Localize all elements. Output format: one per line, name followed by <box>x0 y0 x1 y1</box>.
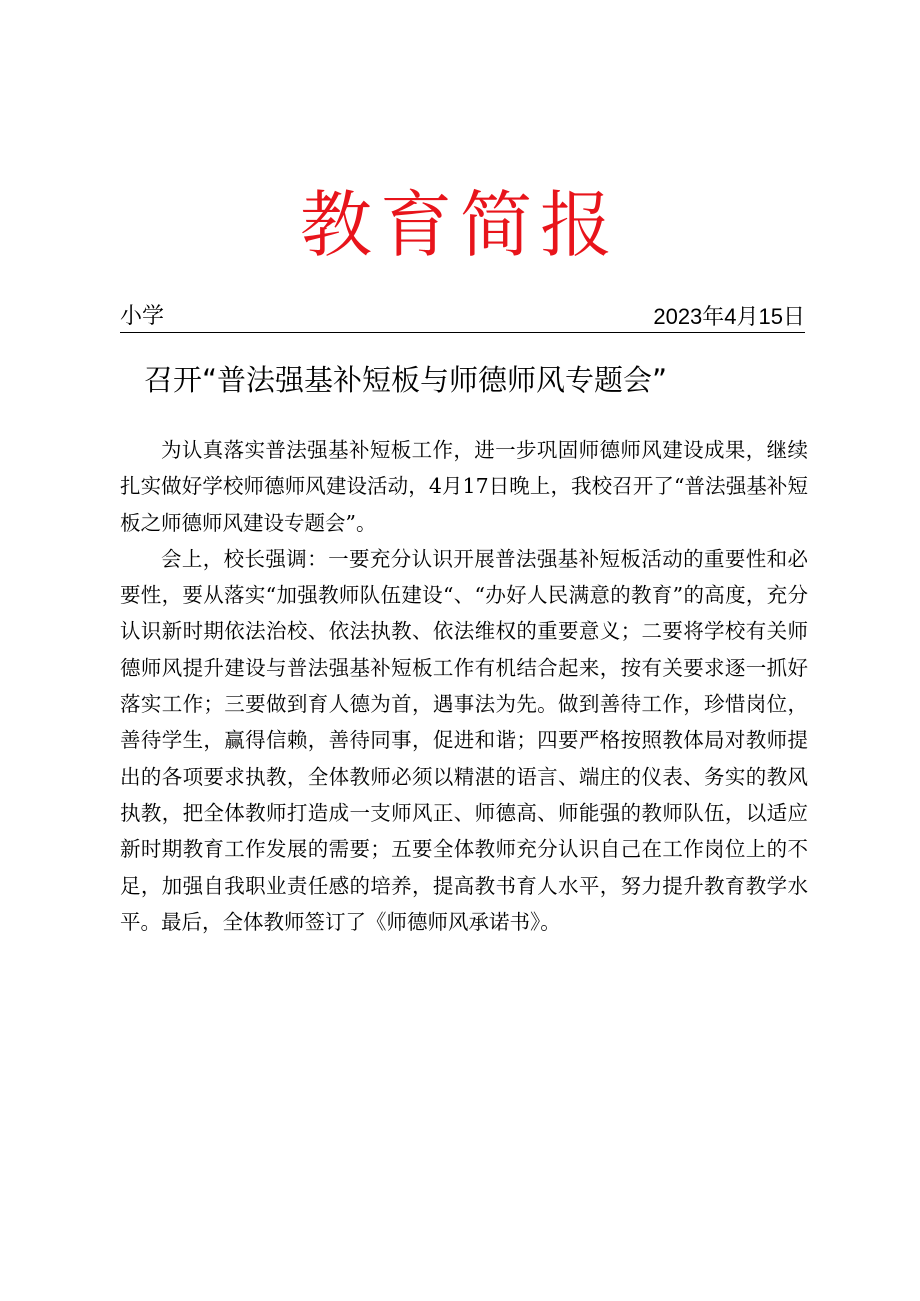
article-paragraph: 会上，校长强调：一要充分认识开展普法强基补短板活动的重要性和必要性，要从落实“加强教师队伍建设“、“办好人民满意的教育”的高度，充分认识新时期依法治校、依法执教、依法维权的重要意义；二要将学校有关师德师风提升建设与普法强基补短板工作有机结合起来，按有关要求逐一抓好落实工作；三要做到育人德为首，遇事法为先。做到善待工作，珍惜岗位，善待学生，赢得信赖，善待同事，促进和谐；四要严格按照教体局对教师提出的各项要求执教，全体教师必须以精湛的语言、端庄的仪表、务实的教风执教，把全体教师打造成一支师风正、师德高、师能强的教师队伍，以适应新时期教育工作发展的需要；五要全体教师充分认识自己在工作岗位上的不足，加强自我职业责任感的培养，提高教书育人水平，努力提升教育教学水平。最后，全体教师签订了《师德师风承诺书》。 <box>120 546 808 934</box>
newsletter-masthead: 教育简报 <box>299 183 620 267</box>
issue-date: 2023年4月15日 <box>653 304 805 329</box>
article-headline: 召开“普法强基补短板与师德师风专题会” <box>144 363 668 397</box>
issuing-organization: 小学 <box>120 304 165 329</box>
issue-info-line <box>120 302 805 333</box>
article-paragraph: 为认真落实普法强基补短板工作，进一步巩固师德师风建设成果，继续扎实做好学校师德师风建设活动，4月17日晚上，我校召开了“普法强基补短板之师德师风建设专题会”。 <box>120 438 808 535</box>
article-body <box>120 432 808 940</box>
